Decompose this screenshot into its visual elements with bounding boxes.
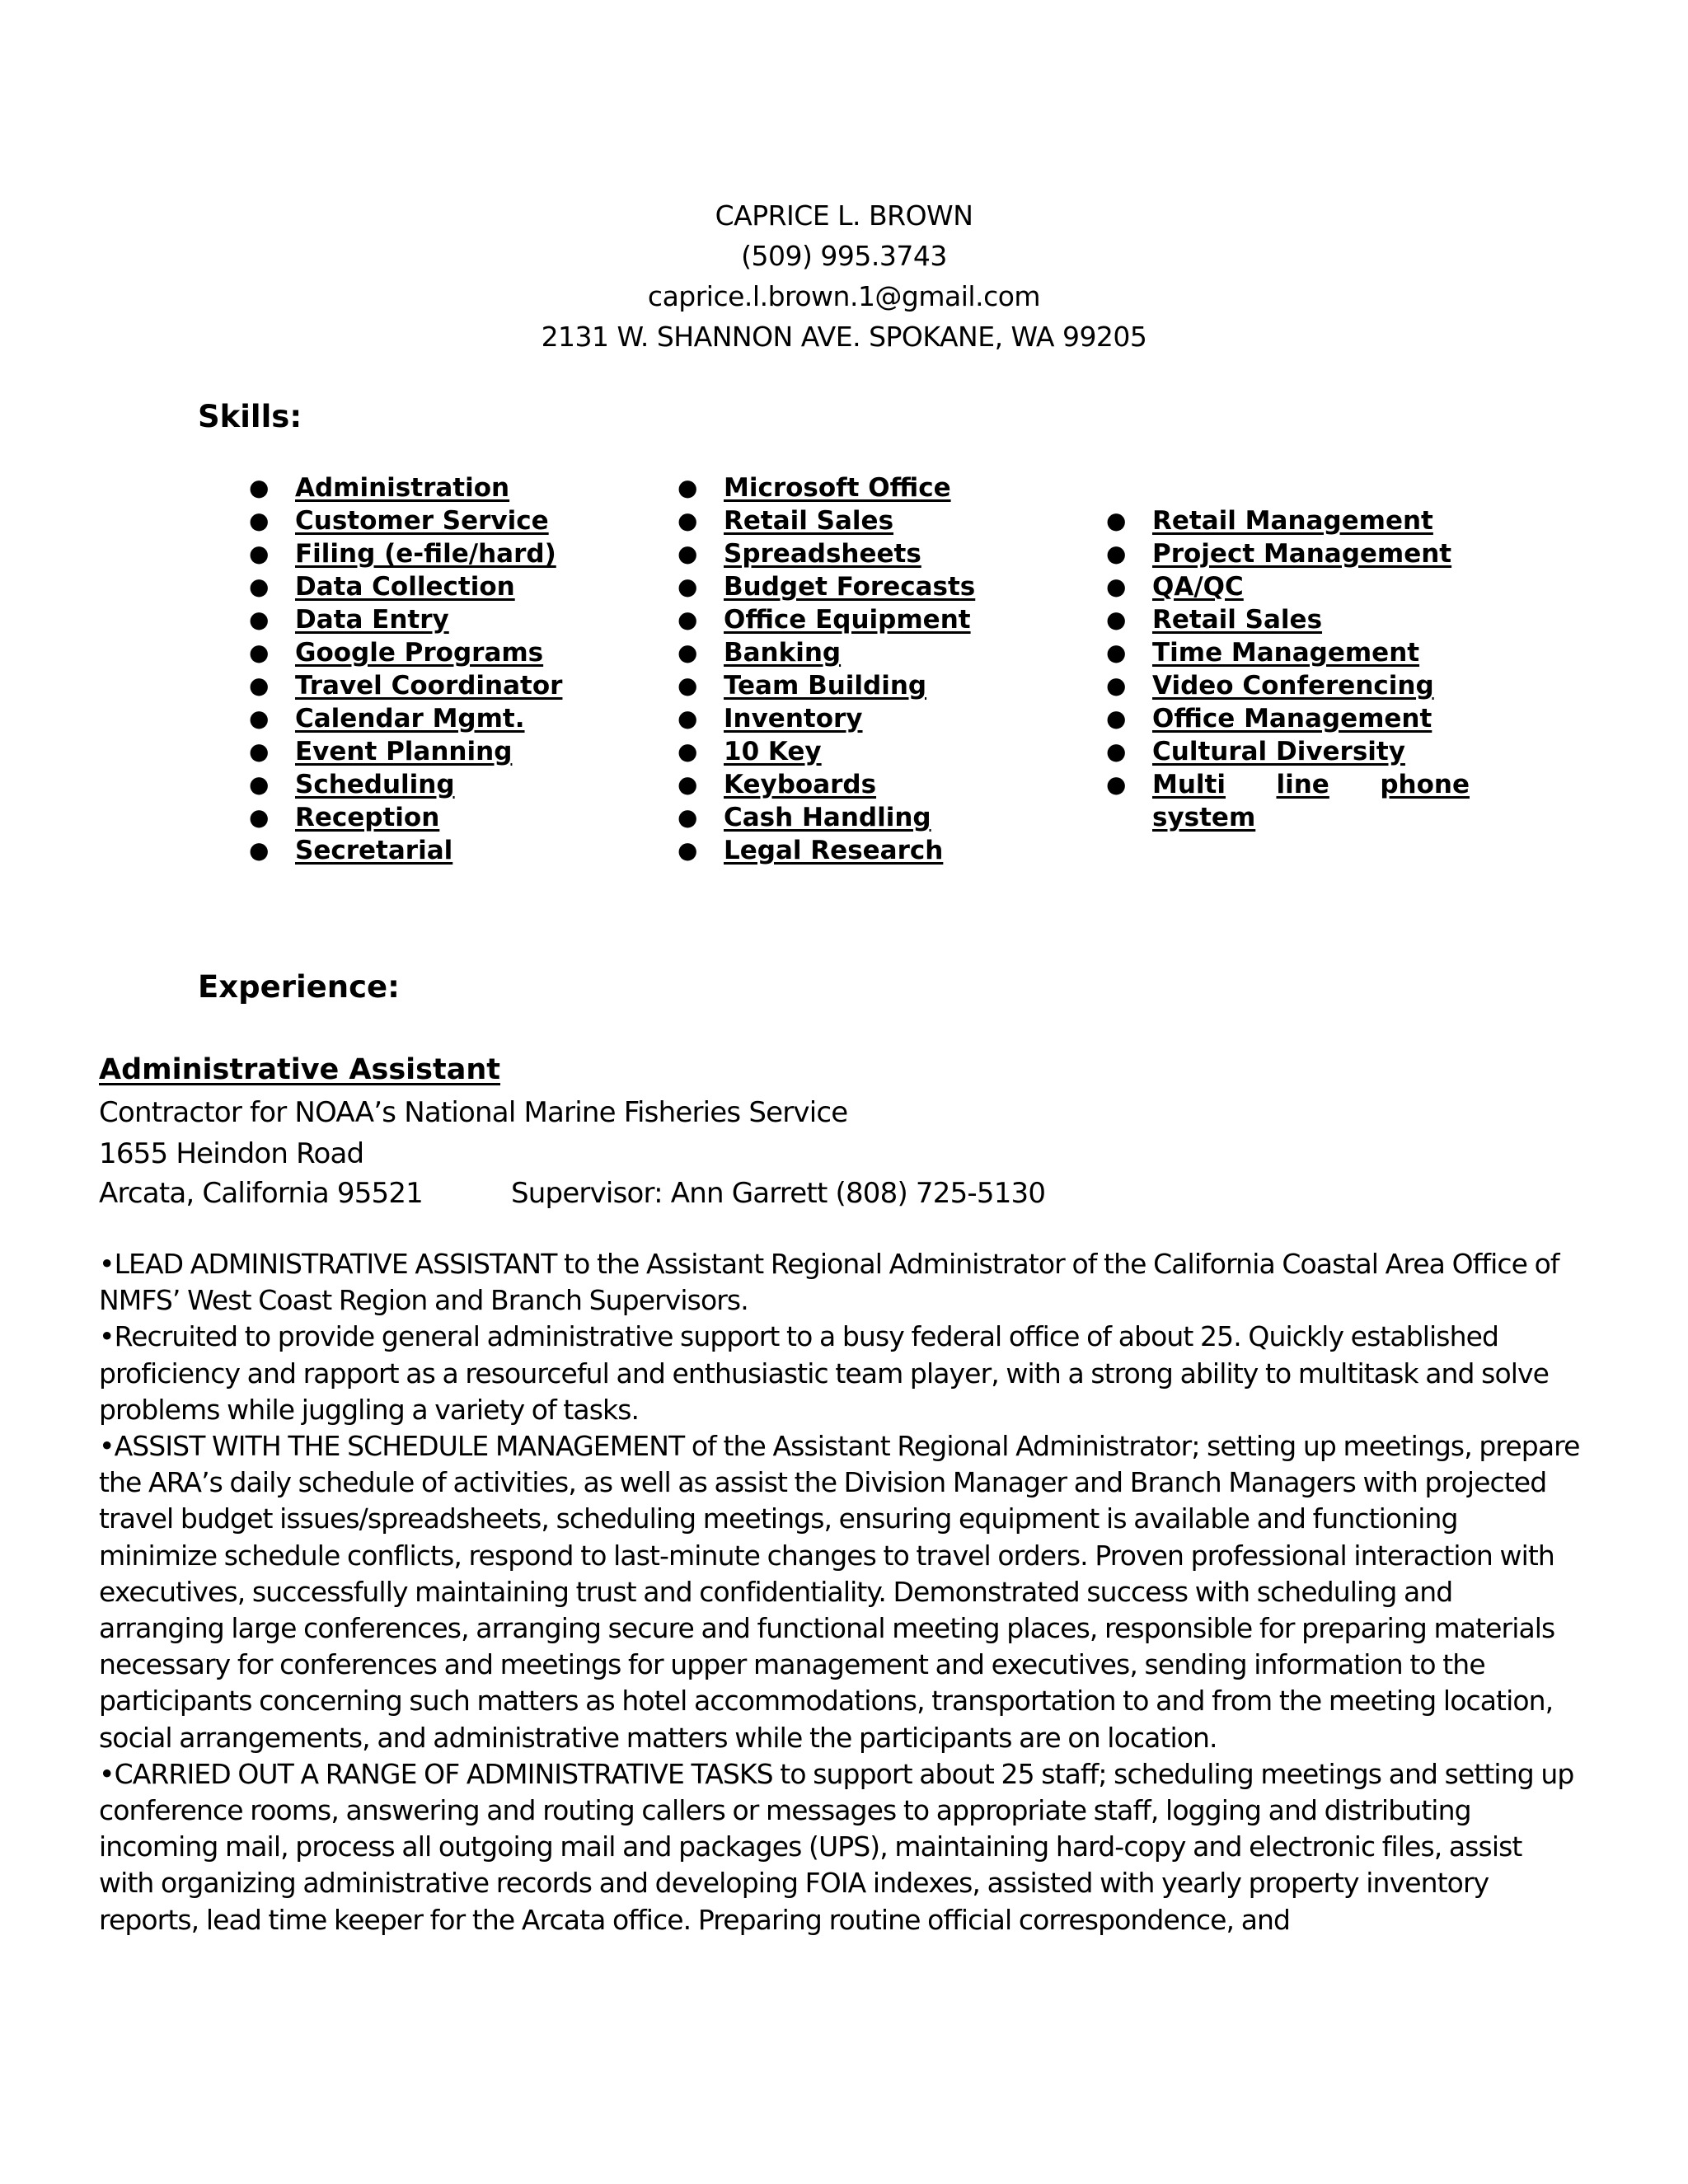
skill-item: ● Budget Forecasts (678, 572, 976, 602)
candidate-name: CAPRICE L. BROWN (715, 199, 973, 232)
phone-number: (509) 995.3743 (741, 240, 947, 272)
bullet-icon: ● (1106, 639, 1127, 666)
skill-item (1103, 768, 1470, 834)
skill-item: ● Cash Handling (678, 803, 931, 832)
bullet-icon: ● (249, 837, 270, 864)
email-address: caprice.l.brown.1@gmail.com (647, 280, 1041, 312)
experience-heading: Experience: (198, 969, 400, 1005)
bullet-icon: ● (678, 573, 698, 600)
skills-column-1 (246, 471, 562, 867)
bullet-icon: ● (678, 672, 698, 699)
skill-item: ● Reception (249, 803, 440, 832)
bullet-icon: ● (1106, 507, 1127, 534)
skill-item: ● Video Conferencing (1106, 671, 1434, 701)
skill-item: ● Data Collection (249, 572, 515, 602)
skill-item: ● Administration (249, 473, 510, 503)
skill-item: ● Calendar Mgmt. (249, 704, 525, 733)
bullet-icon: ● (678, 738, 698, 765)
duty-paragraph: •Recruited to provide general administrative support to a busy federal office of about 25. Quickly established proficiency and rapport as a resourceful and enthusiastic team player, with a strong ability to multitask and solve problems while juggling a variety of tasks. (99, 1320, 1550, 1426)
bullet-icon: ● (1106, 738, 1127, 765)
bullet-icon: ● (678, 606, 698, 633)
bullet-icon: ● (249, 705, 270, 732)
bullet-icon: ● (249, 639, 270, 666)
skill-item: ● Event Planning (249, 737, 513, 766)
bullet-icon: ● (678, 771, 698, 798)
bullet-icon: ● (678, 804, 698, 831)
skill-item: ● Data Entry (249, 605, 449, 635)
bullet-icon: ● (678, 639, 698, 666)
bullet-icon: ● (249, 738, 270, 765)
skill-item: ● Google Programs (249, 638, 544, 668)
skill-item: ● Retail Management (1106, 506, 1433, 536)
skill-item: ● Scheduling (249, 770, 455, 799)
bullet-icon: ● (1106, 606, 1127, 633)
bullet-icon: ● (1106, 573, 1127, 600)
skills-column-2 (674, 471, 975, 867)
bullet-icon: ● (678, 540, 698, 567)
skill-item: ● 10 Key (678, 737, 822, 766)
skill-item: ● Microsoft Office (678, 473, 951, 503)
skill-item: ● Office Management (1106, 704, 1432, 733)
bullet-icon: ● (249, 606, 270, 633)
bullet-icon: ● (1106, 672, 1127, 699)
skill-item: ● Office Equipment (678, 605, 971, 635)
employer-city-line (99, 1177, 1046, 1210)
skill-item: ● Project Management (1106, 539, 1452, 569)
job-description (99, 1246, 1582, 1938)
job-title: Administrative Assistant (99, 1053, 501, 1086)
skill-item: ● Retail Sales (678, 506, 894, 536)
skill-item: ● Retail Sales (1106, 605, 1323, 635)
skill-item: ● Customer Service (249, 506, 549, 536)
skill-item: ● Secretarial (249, 836, 453, 865)
duty-paragraph: •ASSIST WITH THE SCHEDULE MANAGEMENT of the Assistant Regional Administrator; setting up meetings, prepare the ARA’s daily schedule of activities, as well as assist the Division Manager and Branch Managers with projected travel budget issues/spreadsheets, scheduling meetings, ensuring equipment is available and functioning minimize schedule conflicts, respond to last-minute changes to travel orders. Proven professional interaction with executives, successfully maintaining trust and confidentiality. Demonstrated success with scheduling and arranging large conferences, arranging secure and functional meeting places, responsible for preparing materials necessary for conferences and meetings for upper management and executives, sending information to the participants concerning such matters as hotel accommodations, transportation to and from the meeting location, social arrangements, and administrative matters while the participants are on location. (99, 1430, 1580, 1754)
bullet-icon: ● (678, 507, 698, 534)
duty-paragraph: •LEAD ADMINISTRATIVE ASSISTANT to the Assistant Regional Administrator of the California Coastal Area Office of NMFS’ West Coast Region and Branch Supervisors. (99, 1248, 1559, 1317)
multi-line-phone-skill: Multi line phone system (1152, 770, 1470, 832)
bullet-icon: ● (1106, 705, 1127, 732)
employer-street: 1655 Heindon Road (99, 1137, 364, 1170)
skill-item: ● Cultural Diversity (1106, 737, 1405, 766)
bullet-icon: ● (249, 672, 270, 699)
skill-item: ● QA/QC (1106, 572, 1244, 602)
bullet-icon: ● (678, 474, 698, 501)
street-address: 2131 W. SHANNON AVE. SPOKANE, WA 99205 (541, 321, 1147, 353)
skill-item: ● Banking (678, 638, 842, 668)
bullet-icon: ● (678, 705, 698, 732)
skill-item: ● Spreadsheets (678, 539, 921, 569)
skill-item: ● Inventory (678, 704, 863, 733)
skill-item: ● Team Building (678, 671, 927, 701)
skill-item: ● Time Management (1106, 638, 1420, 668)
bullet-icon: ● (1106, 771, 1127, 798)
bullet-icon: ● (249, 804, 270, 831)
bullet-icon: ● (678, 837, 698, 864)
skills-heading: Skills: (198, 399, 302, 434)
duty-paragraph: •CARRIED OUT A RANGE OF ADMINISTRATIVE TASKS to support about 25 staff; scheduling meetings and setting up conference rooms, answering and routing callers or messages to appropriate staff, logging and distributing incoming mail, process all outgoing mail and packages (UPS), maintaining hard-copy and electronic files, assist with organizing administrative records and developing FOIA indexes, assisted with yearly property inventory reports, lead time keeper for the Arcata office. Preparing routine official correspondence, and (99, 1757, 1574, 1936)
skill-item: ● Legal Research (678, 836, 944, 865)
skill-item: ● Travel Coordinator (249, 671, 563, 701)
employer: Contractor for NOAA’s National Marine Fisheries Service (99, 1096, 848, 1129)
supervisor-info: Supervisor: Ann Garrett (808) 725-5130 (511, 1177, 1046, 1210)
skill-item: ● Keyboards (678, 770, 877, 799)
bullet-icon: ● (1106, 540, 1127, 567)
skills-column-3 (1103, 504, 1470, 834)
bullet-icon: ● (249, 474, 270, 501)
bullet-icon: ● (249, 771, 270, 798)
bullet-icon: ● (249, 540, 270, 567)
skill-item: ● Filing (e-file/hard) (249, 539, 556, 569)
bullet-icon: ● (249, 573, 270, 600)
bullet-icon: ● (249, 507, 270, 534)
employer-city: Arcata, California 95521 (99, 1177, 424, 1210)
